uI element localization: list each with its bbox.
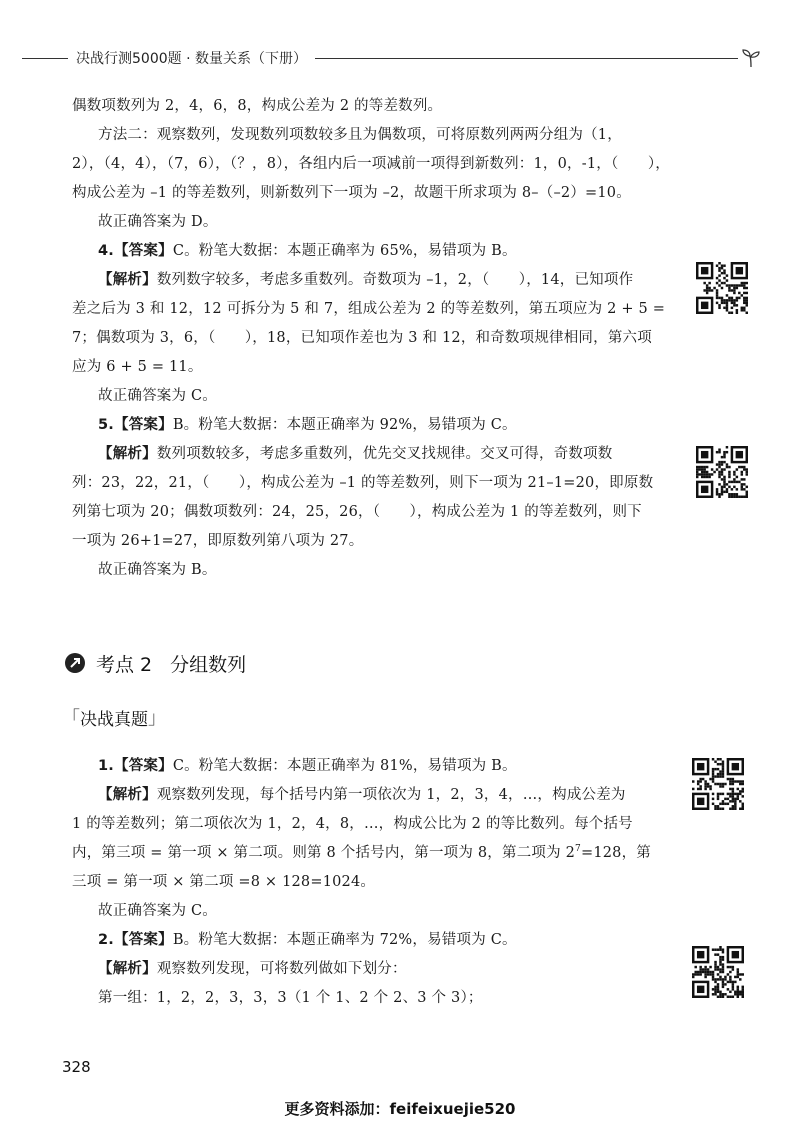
analysis-tag: 【解析】 <box>98 446 157 462</box>
section-number: 考点 2 <box>96 653 153 676</box>
analysis-text: 数列项数较多，考虑多重数列，优先交叉找规律。交叉可得，奇数项数 <box>156 446 613 462</box>
analysis-line <box>72 440 672 469</box>
bracket-close: 」 <box>148 708 166 729</box>
qr-code-icon <box>696 262 748 314</box>
bracket-open: 「 <box>62 708 80 729</box>
answer-tag: 5.【答案】 <box>98 417 173 433</box>
qr-code-icon <box>696 446 748 498</box>
analysis-text: 观察数列发现，每个括号内第一项依次为 1，2，3，4，…，构成公差为 <box>156 787 626 803</box>
text-segment: =128，第 <box>580 845 652 861</box>
text-line: 2），（4，4），（7，6），（？，8），各组内后一项减前一项得到新数列：1，0，-1，（ ）， <box>72 156 670 172</box>
section-bullet-icon <box>64 652 86 674</box>
text-line: 偶数项数列为 2，4，6，8，构成公差为 2 的等差数列。 <box>72 98 443 114</box>
page-number: 328 <box>62 1058 91 1076</box>
header-rule-right <box>315 58 738 59</box>
subsection-title: 决战真题 <box>80 709 148 730</box>
text-line: 差之后为 3 和 12，12 可拆分为 5 和 7，组成公差为 2 的等差数列，第五项应为 2 + 5 = <box>72 301 666 317</box>
analysis-tag: 【解析】 <box>98 961 157 977</box>
text-line: 1 的等差数列；第二项依次为 1，2，4，8，…，构成公比为 2 的等比数列。每个括号 <box>72 816 633 832</box>
text-segment: 内，第三项 = 第一项 × 第二项。则第 8 个括号内，第一项为 8，第二项为 2 <box>72 845 576 861</box>
section-title: 分组数列 <box>170 653 247 676</box>
conclusion-line: 故正确答案为 B。 <box>98 562 217 578</box>
answer-tag: 2.【答案】 <box>98 932 173 948</box>
answer-text: C。粉笔大数据：本题正确率为 65%，易错项为 B。 <box>172 243 517 259</box>
qr-code-icon <box>692 758 744 810</box>
main-content <box>72 92 672 585</box>
conclusion-line: 故正确答案为 C。 <box>98 388 218 404</box>
qr-code-icon <box>692 946 744 998</box>
answer-text: B。粉笔大数据：本题正确率为 92%，易错项为 C。 <box>172 417 517 433</box>
analysis-text: 观察数列发现，可将数列做如下划分： <box>156 961 407 977</box>
answer-line <box>72 926 672 955</box>
header-title: 决战行测5000题 · 数量关系（下册） <box>76 51 307 67</box>
header-rule-left <box>22 58 68 59</box>
text-line: 列：23，22，21，（ ），构成公差为 –1 的等差数列，则下一项为 21–1=20，即原数 <box>72 475 654 491</box>
text-line: 列第七项为 20；偶数项数列：24，25，26，（ ），构成公差为 1 的等差数列，则下 <box>72 504 642 520</box>
answer-text: C。粉笔大数据：本题正确率为 81%，易错项为 B。 <box>172 758 517 774</box>
conclusion-line: 故正确答案为 C。 <box>98 903 218 919</box>
analysis-tag: 【解析】 <box>98 272 157 288</box>
analysis-line <box>72 266 672 295</box>
sprout-icon <box>740 47 762 69</box>
text-line: 三项 = 第一项 × 第二项 =8 × 128=1024。 <box>72 874 376 890</box>
superscript: 7 <box>575 844 581 855</box>
answer-line <box>72 411 672 440</box>
section-heading <box>64 646 246 680</box>
analysis-tag: 【解析】 <box>98 787 157 803</box>
analysis-line <box>72 781 672 810</box>
analysis-text: 数列数字较多，考虑多重数列。奇数项为 –1，2，（ ），14，已知项作 <box>156 272 634 288</box>
text-line: 构成公差为 –1 的等差数列，则新数列下一项为 –2，故题干所求项为 8–（–2）=10。 <box>72 185 631 201</box>
answer-line <box>72 752 672 781</box>
text-line: 方法二：观察数列，发现数列项数较多且为偶数项，可将原数列两两分组为（1， <box>98 127 622 143</box>
text-line: 第一组：1，2，2，3，3，3（1 个 1、2 个 2、3 个 3）； <box>98 990 483 1006</box>
footer-watermark: 更多资料添加：feifeixuejie520 <box>284 1100 516 1118</box>
answer-text: B。粉笔大数据：本题正确率为 72%，易错项为 C。 <box>172 932 517 948</box>
subsection-heading <box>62 702 166 732</box>
answer-line <box>72 237 672 266</box>
text-line <box>72 839 672 868</box>
running-header <box>22 46 762 70</box>
text-line: 7；偶数项为 3，6，（ ），18，已知项作差也为 3 和 12，和奇数项规律相同，第六项 <box>72 330 652 346</box>
text-line: 应为 6 + 5 = 11。 <box>72 359 203 375</box>
analysis-line <box>72 955 672 984</box>
conclusion-line: 故正确答案为 D。 <box>98 214 218 230</box>
answer-tag: 1.【答案】 <box>98 758 173 774</box>
answer-tag: 4.【答案】 <box>98 243 173 259</box>
text-line: 一项为 26+1=27，即原数列第八项为 27。 <box>72 533 364 549</box>
grouped-content <box>72 752 672 1013</box>
